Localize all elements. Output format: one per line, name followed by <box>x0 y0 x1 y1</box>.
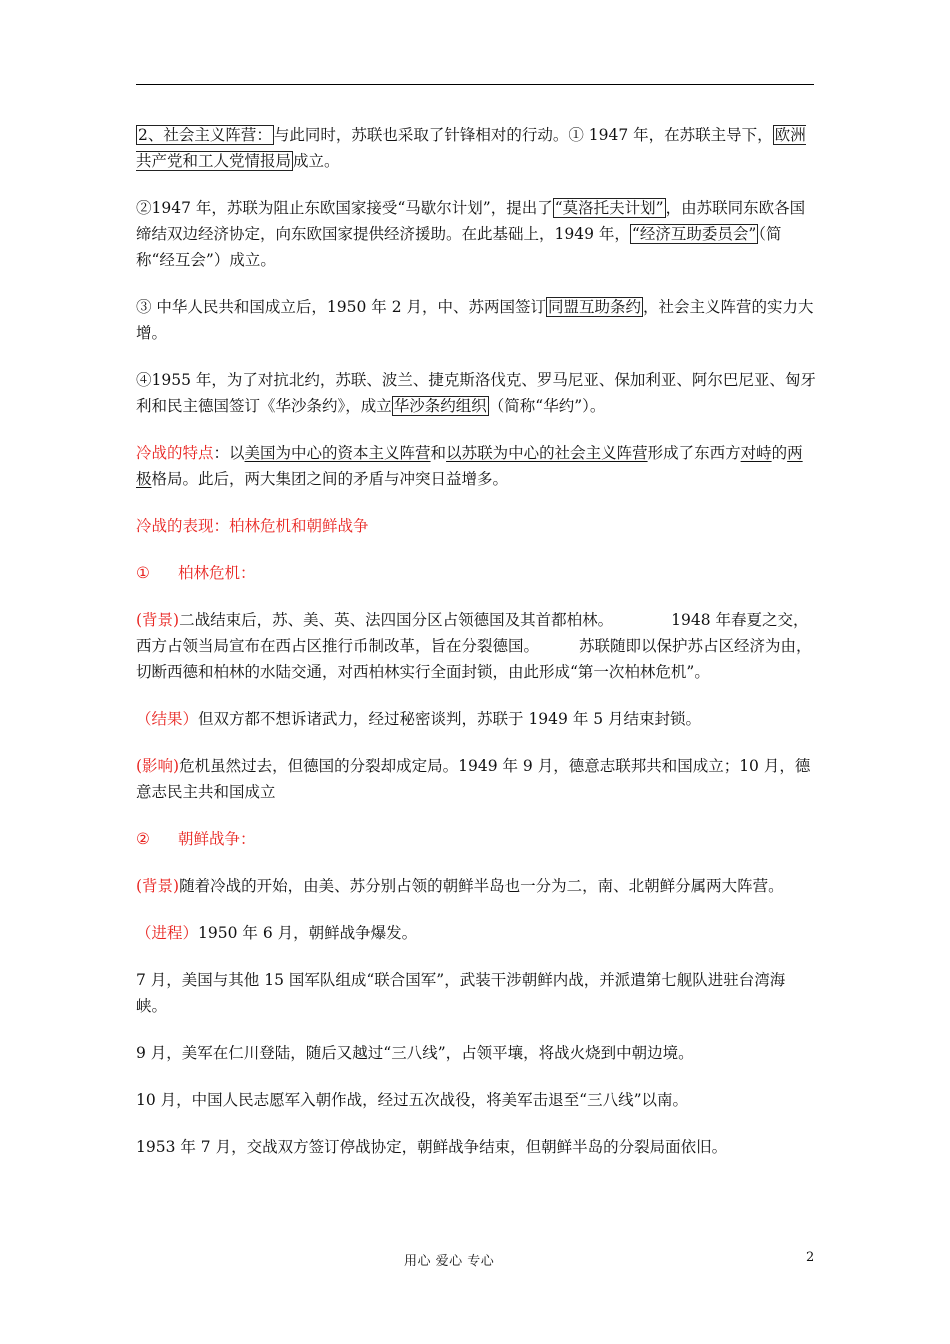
section-number: ① <box>136 564 150 582</box>
page-number: 2 <box>806 1250 815 1265</box>
paragraph-berlin-background: (背景)二战结束后，苏、美、英、法四国分区占领德国及其首都柏林。 1948 年春夏之交，西方占领当局宣布在西占区推行币制改革，旨在分裂德国。 苏联随即以保护苏占区经济为由，切断西德和柏林的水陆交通，对西柏林实行全面封锁，由此形成“第一次柏林危机”。 <box>136 611 812 681</box>
boxed-term: “莫洛托夫计划” <box>554 199 664 217</box>
red-label: （进程） <box>136 924 199 942</box>
paragraph-cold-war-manifestations: 冷战的表现：柏林危机和朝鲜战争 <box>136 517 369 535</box>
red-label: (背景) <box>136 877 180 895</box>
red-label: （结果） <box>136 710 199 728</box>
paragraph-korea-background: (背景)随着冷战的开始，由美、苏分别占领的朝鲜半岛也一分为二，南、北朝鲜分属两大阵营。 <box>136 877 784 895</box>
paragraph-sino-soviet-treaty: ③ 中华人民共和国成立后，1950 年 2 月，中、苏两国签订 同盟互助条约 ，社会主义阵营的实力大增。 <box>136 298 814 342</box>
underlined-term: 美国为中心的资本主义阵营 <box>244 444 431 462</box>
underlined-term: 以苏联为中心的社会主义阵营 <box>446 444 648 462</box>
paragraph-korea-september: 9 月，美军在仁川登陆，随后又越过“三八线”，占领平壤，将战火烧到中朝边境。 <box>136 1044 694 1062</box>
paragraph-warsaw-pact: ④1955 年，为了对抗北约，苏联、波兰、捷克斯洛伐克、罗马尼亚、保加利亚、阿尔巴尼亚、匈牙利和民主德国签订《华沙条约》，成立 华沙条约组织 （简称“华约”）。 <box>136 371 816 415</box>
footer-motto: 用心 爱心 专心 <box>404 1254 495 1269</box>
paragraph-berlin-impact: (影响)危机虽然过去，但德国的分裂却成定局。1949 年 9 月，德意志联邦共和国成立；10 月，德意志民主共和国成立 <box>136 757 811 801</box>
paragraph-korea-armistice: 1953 年 7 月，交战双方签订停战协定，朝鲜战争结束，但朝鲜半岛的分裂局面依旧。 <box>136 1138 728 1156</box>
underlined-term: 两极 <box>136 444 803 488</box>
paragraph-molotov-plan: ②1947 年，苏联为阻止东欧国家接受“马歇尔计划”，提出了 “莫洛托夫计划” ，由苏联同东欧各国缔结双边经济协定，向东欧国家提供经济援助。在此基础上，1949 年， “经济互助委员会” （简称“经互会”）成立。 <box>136 199 806 269</box>
red-label: 冷战的特点 <box>136 444 214 462</box>
paragraph-berlin-result: （结果）但双方都不想诉诸武力，经过秘密谈判，苏联于 1949 年 5 月结束封锁。 <box>136 710 702 728</box>
red-label: 冷战的表现 <box>136 517 214 535</box>
section-title: 柏林危机： <box>178 564 256 582</box>
paragraph-korea-july: 7 月，美国与其他 15 国军队组成“联合国军”，武装干涉朝鲜内战，并派遣第七舰队进驻台湾海峡。 <box>136 971 786 1015</box>
paragraph-cold-war-features: 冷战的特点：以美国为中心的资本主义阵营和以苏联为中心的社会主义阵营形成了东西方对峙的两极格局。此后，两大集团之间的矛盾与冲突日益增多。 <box>136 444 803 488</box>
document-body <box>136 122 816 1181</box>
red-label: (影响) <box>136 757 180 775</box>
boxed-term: 华沙条约组织 <box>393 397 487 415</box>
boxed-term: 欧洲共产党和工人党情报局 <box>136 126 806 170</box>
boxed-term: 同盟互助条约 <box>548 298 642 316</box>
paragraph-korea-october: 10 月，中国人民志愿军入朝作战，经过五次战役，将美军击退至“三八线”以南。 <box>136 1091 689 1109</box>
section-title: 朝鲜战争： <box>178 830 256 848</box>
paragraph-korea-progress: （进程）1950 年 6 月，朝鲜战争爆发。 <box>136 924 418 942</box>
section-berlin-crisis <box>136 560 816 586</box>
red-label: (背景) <box>136 611 180 629</box>
section-korean-war <box>136 826 816 852</box>
header-rule <box>136 84 814 85</box>
underlined-term: 对峙 <box>740 444 772 462</box>
section-number: ② <box>136 830 150 848</box>
paragraph-socialist-camp: 2、社会主义阵营： 与此同时，苏联也采取了针锋相对的行动。① 1947 年，在苏联主导下， 欧洲共产党和工人党情报局 成立。 <box>136 126 806 170</box>
boxed-heading: 2、社会主义阵营： <box>138 126 272 144</box>
page-footer <box>0 1250 950 1270</box>
boxed-term: “经济互助委员会” <box>631 225 757 243</box>
